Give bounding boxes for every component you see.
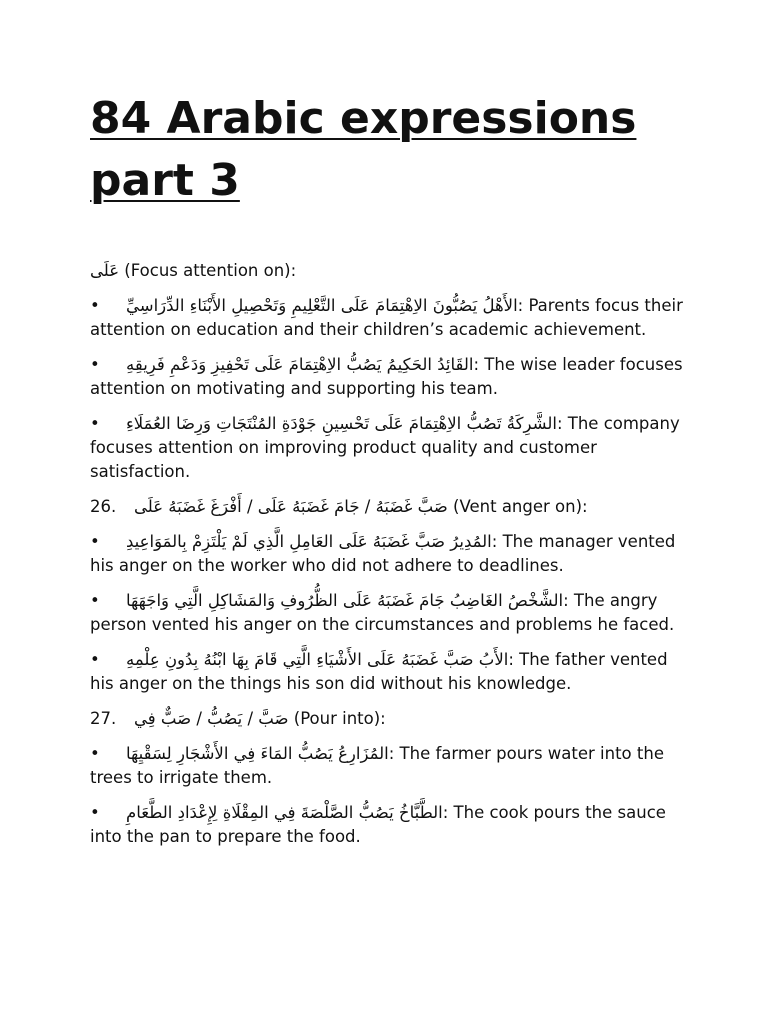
bullet-marker: • xyxy=(90,803,100,822)
title-line-1: 84 Arabic expressions xyxy=(90,93,637,144)
list-item xyxy=(90,801,690,849)
list-item xyxy=(90,353,690,401)
english-translation: : Parents focus their attention on education and their children’s academic achievement. xyxy=(90,296,683,339)
list-item xyxy=(90,589,690,637)
bullet-marker: • xyxy=(90,296,100,315)
english-translation: : The angry person vented his anger on the circumstances and problems he faced. xyxy=(90,591,675,634)
english-translation: : The wise leader focuses attention on motivating and supporting his team. xyxy=(90,355,683,398)
english-translation: : The manager vented his anger on the worker who did not adhere to deadlines. xyxy=(90,532,676,575)
arabic-phrase: القَائِدُ الحَكِيمُ يَصُبُّ الاِهْتِمَامَ عَلَى تَحْفِيزِ وَدَعْمِ فَرِيقِهِ xyxy=(126,355,474,374)
document-title xyxy=(90,88,690,212)
english-translation: : The farmer pours water into the trees to irrigate them. xyxy=(90,744,664,787)
item-number: 26. xyxy=(90,497,117,516)
bullet-marker: • xyxy=(90,650,100,669)
arabic-phrase: المُزَارِعُ يَصُبُّ المَاءَ فِي الأَشْجَارِ لِسَقْيِهَا xyxy=(126,744,389,763)
list-item xyxy=(90,648,690,696)
arabic-phrase: الأَبُ صَبَّ غَضَبَهُ عَلَى الأَشْيَاءِ الَّتِي قَامَ بِهَا ابْنُهُ بِدُونِ عِلْمِهِ xyxy=(126,650,509,669)
bullet-marker: • xyxy=(90,591,100,610)
item-number: 27. xyxy=(90,709,117,728)
list-item xyxy=(90,530,690,578)
arabic-phrase: صَبَّ / يَصُبُّ / صَبٌّ فِي xyxy=(134,709,289,728)
english-translation: (Vent anger on): xyxy=(447,497,588,516)
english-translation: (Pour into): xyxy=(288,709,386,728)
intro-line xyxy=(90,259,690,283)
english-translation: : The company focuses attention on improving product quality and customer satisfaction. xyxy=(90,414,680,481)
arabic-phrase: الطَّبَّاخُ يَصُبُّ الصَّلْصَةَ فِي المِقْلَاةِ لِإِعْدَادِ الطَّعَامِ xyxy=(126,803,443,822)
arabic-phrase: المُدِيرُ صَبَّ غَضَبَهُ عَلَى العَامِلِ الَّذِي لَمْ يَلْتَزِمْ بِالمَوَاعِيدِ xyxy=(126,532,492,551)
arabic-phrase: صَبَّ غَضَبَهُ / جَامَ غَضَبَهُ عَلَى / أَفْرَغَ غَضَبَهُ عَلَى xyxy=(134,497,448,516)
bullet-marker: • xyxy=(90,532,100,551)
arabic-phrase: الشَّخْصُ الغَاضِبُ جَامَ غَضَبَهُ عَلَى الظُّرُوفِ وَالمَشَاكِلِ الَّتِي وَاجَهَهَا xyxy=(126,591,564,610)
bullet-marker: • xyxy=(90,744,100,763)
list-item xyxy=(90,294,690,342)
arabic-phrase: الأَهْلُ يَصُبُّونَ الاِهْتِمَامَ عَلَى التَّعْلِيمِ وَتَحْصِيلِ الأَبْنَاءِ الدِّرَاسِيِّ xyxy=(126,296,518,315)
bullet-marker: • xyxy=(90,414,100,433)
arabic-phrase: الشَّرِكَةُ تَصُبُّ الاِهْتِمَامَ عَلَى تَحْسِينِ جَوْدَةِ المُنْتَجَاتِ وَرِضَا العُمَلَاءِ xyxy=(126,414,557,433)
bullet-marker: • xyxy=(90,355,100,374)
list-item xyxy=(90,742,690,790)
intro-arabic: عَلَى xyxy=(90,261,120,280)
title-line-2: part 3 xyxy=(90,155,240,206)
list-item xyxy=(90,412,690,484)
english-translation: : The cook pours the sauce into the pan to prepare the food. xyxy=(90,803,666,846)
numbered-heading xyxy=(90,707,690,731)
document-page xyxy=(90,88,690,860)
intro-english: (Focus attention on): xyxy=(119,261,297,280)
english-translation: : The father vented his anger on the things his son did without his knowledge. xyxy=(90,650,668,693)
numbered-heading xyxy=(90,495,690,519)
